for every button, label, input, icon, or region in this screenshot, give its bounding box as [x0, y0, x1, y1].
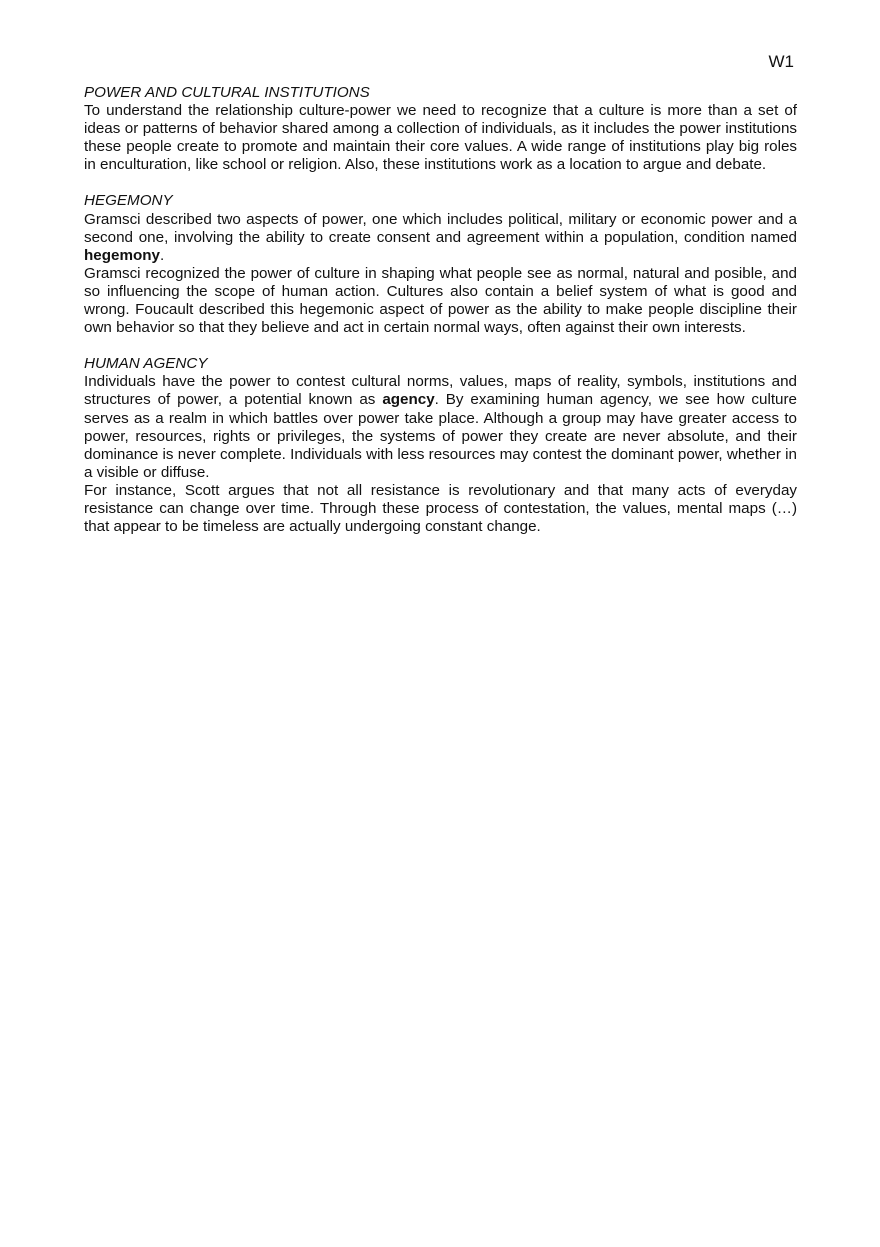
paragraph-text: .	[159, 246, 165, 264]
bold-term: hegemony	[84, 246, 160, 264]
paragraph: Gramsci recognized the power of culture in shaping what people see as normal, natural and posible, and so influencing the scope of human action. Cultures also contain a belief system of what is good and wrong. Foucault described this hegemonic aspect of power as the ability to make people discipline their own behavior so that they believe and act in certain normal ways, often against their own interests.	[84, 264, 797, 337]
paragraph: For instance, Scott argues that not all resistance is revolutionary and that many acts of everyday resistance can change over time. Through these process of contestation, the values, mental maps (…) that appear to be timeless are actually undergoing constant change.	[84, 481, 797, 536]
section-human-agency	[84, 355, 797, 536]
paragraph-text: Individuals have the power to contest cultural norms, values, maps of reality, symbols, institutions and structures of power, a potential known as	[84, 373, 797, 409]
section-heading: HEGEMONY	[84, 192, 173, 210]
paragraph-text: . By examining human agency, we see how culture serves as a realm in which battles over power take place. Although a group may have greater access to power, resources, rights or privileges, the systems of power they create are never absolute, and their dominance is never complete. Individuals with less resources may contest the dominant power, whether in a visible or diffuse.	[84, 391, 797, 481]
page-label: W1	[768, 52, 794, 71]
paragraph-text: Gramsci described two aspects of power, one which includes political, military or economic power and a second one, involving the ability to create consent and agreement within a population, condition named	[84, 210, 797, 246]
section-hegemony	[84, 192, 797, 337]
paragraph: To understand the relationship culture-power we need to recognize that a culture is more than a set of ideas or patterns of behavior shared among a collection of individuals, as it includes the power institutions these people create to promote and maintain their core values. A wide range of institutions play big roles in enculturation, like school or religion. Also, these institutions work as a location to argue and debate.	[84, 102, 797, 174]
section-heading: POWER AND CULTURAL INSTITUTIONS	[84, 84, 370, 101]
bold-term: agency	[382, 391, 435, 409]
paragraph	[84, 211, 797, 265]
document-body	[84, 84, 797, 554]
section-power-and-cultural-institutions	[84, 84, 797, 174]
paragraph	[84, 373, 797, 482]
section-heading: HUMAN AGENCY	[84, 355, 208, 373]
